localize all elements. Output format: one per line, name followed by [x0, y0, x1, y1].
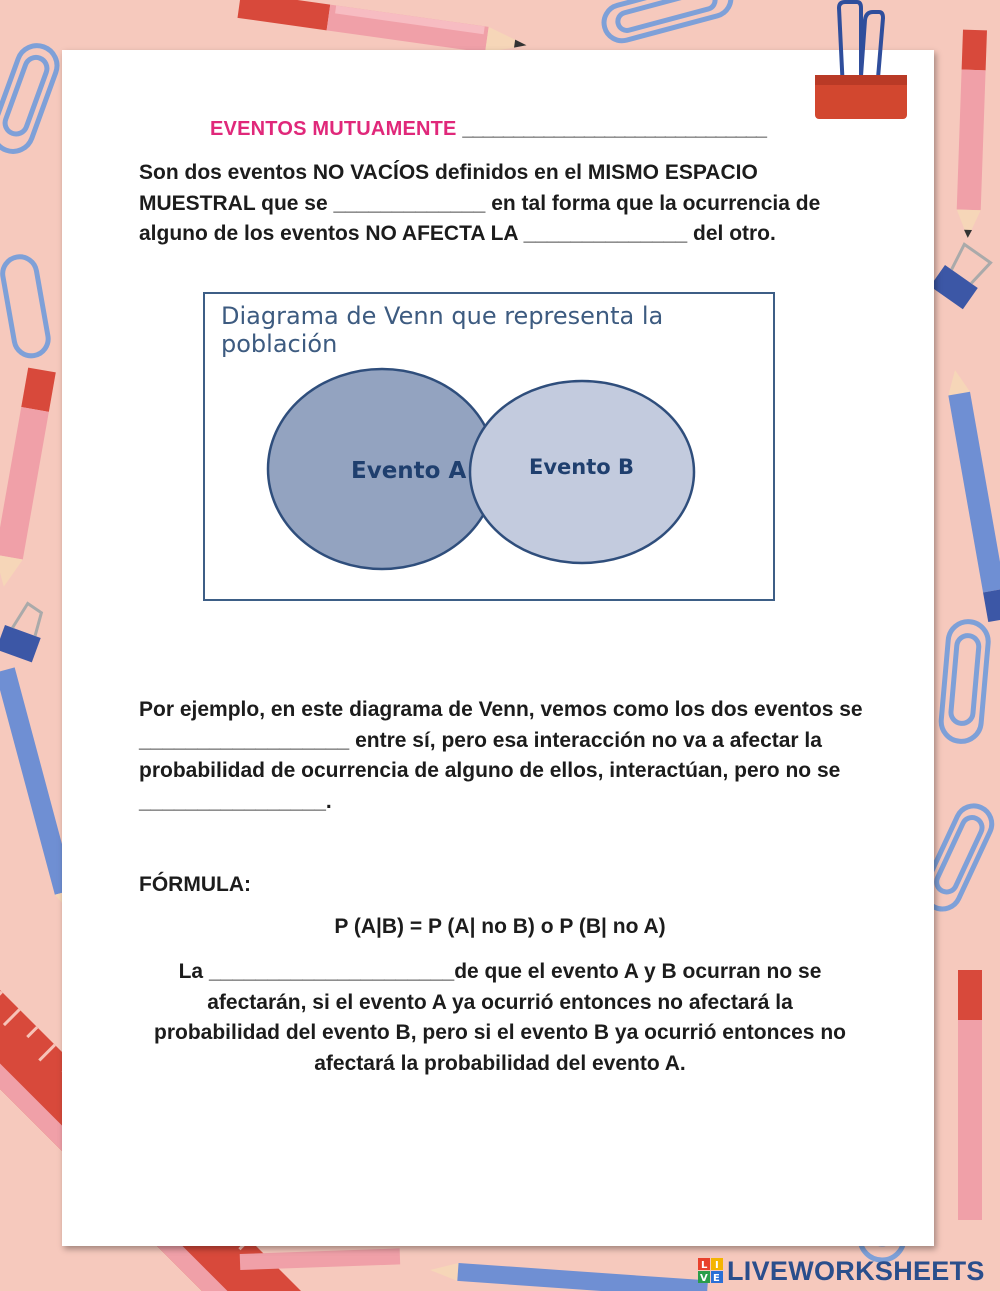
- badge-letter-v: V: [700, 1273, 708, 1284]
- liveworksheets-brand: LIVEWORKSHEETS: [727, 1255, 985, 1286]
- definition-blank-2[interactable]: ______________: [523, 222, 688, 245]
- binder-clip-icon: [930, 242, 994, 309]
- pencil-icon: [958, 970, 982, 1220]
- venn-svg: [205, 294, 773, 599]
- explanation-paragraph: [150, 957, 850, 1079]
- pencil-icon: [944, 368, 1000, 622]
- formula: P (A|B) = P (A| no B) o P (B| no A): [334, 915, 666, 938]
- title-blank[interactable]: ______________________________: [462, 118, 767, 140]
- paperclip-icon: [0, 254, 51, 358]
- title-text: EVENTOS MUTUAMENTE: [210, 118, 457, 140]
- pencil-icon: [240, 1248, 400, 1270]
- example-paragraph: [139, 695, 879, 817]
- badge-letter-l: L: [701, 1260, 708, 1271]
- venn-label-b: Evento B: [529, 455, 635, 479]
- badge-letter-i: I: [715, 1260, 719, 1271]
- example-blank-1[interactable]: __________________: [139, 728, 350, 752]
- definition-blank-1[interactable]: _____________: [333, 191, 486, 215]
- venn-title: Diagrama de Venn que representa la población: [221, 302, 664, 358]
- badge-letter-e: E: [713, 1273, 720, 1284]
- definition-paragraph: [139, 158, 879, 250]
- definition-text-1: Son dos eventos NO VACÍOS definidos en el MISMO ESPACIO MUESTRAL que se: [139, 161, 758, 215]
- example-text-2: entre sí, pero esa interacción no va a afectar la probabilidad de ocurrencia de alguno de ellos, interactúan, pero no se: [139, 728, 841, 782]
- paperclip-icon: [940, 620, 990, 743]
- binder-clip-icon: [805, 0, 915, 125]
- pencil-icon: [0, 368, 56, 590]
- definition-text-2: en tal forma que la ocurrencia de alguno de los eventos NO AFECTA LA: [139, 191, 821, 245]
- pencil-icon: [956, 30, 987, 239]
- example-text-3: .: [325, 789, 332, 813]
- paperclip-icon: [0, 40, 63, 157]
- example-blank-2[interactable]: ________________: [139, 789, 326, 813]
- explanation-text-2: de que el evento A y B ocurran no se afectarán, si el evento A ya ocurrió entonces no afectará la probabilidad del evento B, pero si el evento B ya ocurrió entonces no afectará la probabilidad del evento A.: [154, 960, 846, 1075]
- example-text-1: Por ejemplo, en este diagrama de Venn, vemos como los dos eventos se: [139, 698, 863, 721]
- venn-diagram: [203, 292, 775, 601]
- liveworksheets-badge-icon: [698, 1258, 724, 1284]
- worksheet-title: [210, 118, 766, 141]
- explanation-blank-1[interactable]: _____________________: [208, 960, 455, 983]
- definition-text-3: del otro.: [693, 222, 776, 245]
- pencil-icon: [429, 1261, 708, 1291]
- formula-label: FÓRMULA:: [139, 873, 251, 896]
- explanation-text-1: La: [178, 960, 204, 983]
- binder-clip-icon: [0, 599, 50, 663]
- paperclip-icon: [600, 0, 735, 45]
- venn-label-a: Evento A: [351, 458, 467, 484]
- liveworksheets-logo[interactable]: [698, 1255, 985, 1287]
